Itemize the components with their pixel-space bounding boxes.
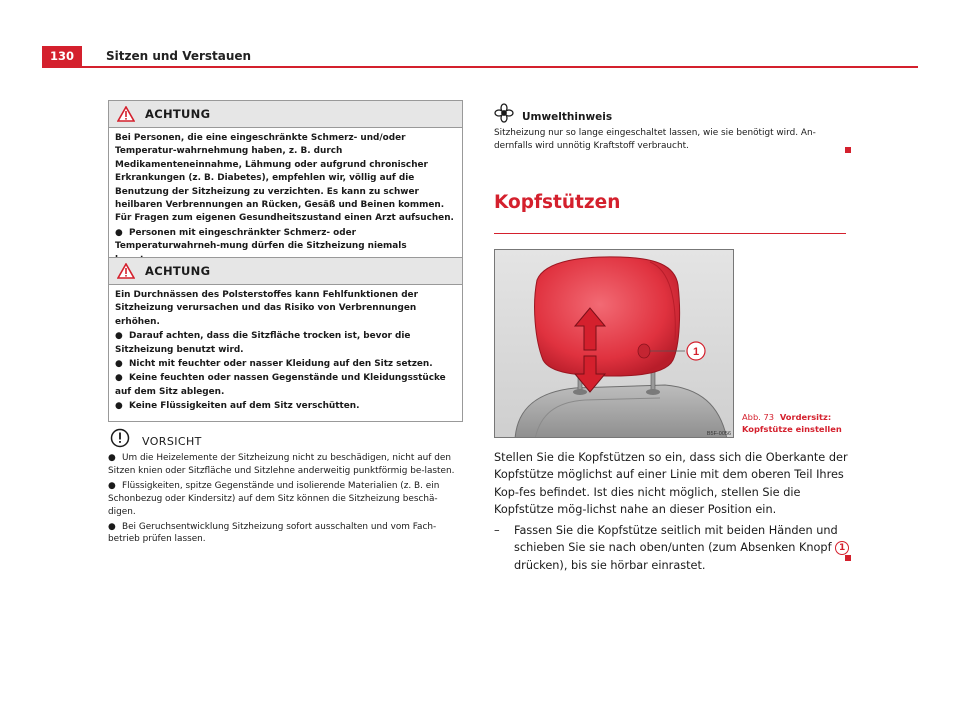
caption-label: Abb. 73 [742, 412, 775, 422]
caution-bullet: ● Um die Heizelemente der Sitzheizung nicht zu beschädigen, nicht auf den Sitzen knien oder Sitzfläche und Sitzlehne anderweitig punktförmig be-lasten. [108, 453, 455, 476]
body-paragraph: Stellen Sie die Kopfstützen so ein, dass sich die Oberkante der Kopfstütze möglichst auf einer Linie mit dem oberen Teil Ihres Kop-fes befindet. Ist dies nicht möglich, stellen Sie die Kopfstütze mög-lichst nahe an dieser Position ein. [494, 451, 848, 517]
section-rule [494, 233, 846, 234]
caution-body [108, 452, 464, 546]
ref-callout-1: 1 [835, 541, 849, 555]
step-text-end: drücken), bis sie hörbar einrastet. [514, 558, 706, 572]
warning-header [109, 258, 462, 285]
step-text: Fassen Sie die Kopfstütze seitlich mit beiden Händen und schieben Sie sie nach oben/unten (zum Absenken Knopf [514, 524, 838, 555]
warning-bullet: ● Personen mit eingeschränkter Schmerz- oder Temperaturwahrneh-mung dürfen die Sitzheizung niemals [115, 227, 407, 252]
instruction-step [494, 522, 850, 574]
step-dash: – [494, 524, 500, 537]
environment-flower-icon [494, 103, 514, 123]
warning-triangle-icon [117, 106, 135, 122]
environment-note [494, 101, 846, 152]
figure-callout-1: 1 [692, 346, 700, 358]
environment-text: Sitzheizung nur so lange eingeschaltet lassen, wie sie benötigt wird. An-dernfalls wird unnötig Kraftstoff verbraucht. [494, 128, 816, 151]
warning-body [109, 128, 462, 274]
chapter-title: Sitzen und Verstauen [106, 49, 252, 63]
caution-section [108, 428, 464, 548]
caution-bullet: ● Bei Geruchsentwicklung Sitzheizung sofort ausschalten und vom Fach-betrieb prüfen lassen. [108, 521, 437, 545]
warning-bullet: ● Keine feuchten oder nassen Gegenstände und Kleidungsstücke auf dem Sitz ablegen. [115, 373, 446, 397]
warning-paragraph: Bei Personen, die eine eingeschränkte Schmerz- und/oder Temperatur-wahrnehmung haben, z. B. durch Medikamenteneinnahme, Lähmung oder aufgrund chronischer Erkrankungen (z. B. Diabetes), empfehlen wir, völlig auf die Benutzung der Sitzheizung zu verzichten. Es kann zu schwer heilbaren Verbrennungen an Rücken, Gesäß und Beinen kommen. Für Fragen zum eigenen Gesundheitszustand einen Arzt aufsuchen. [115, 133, 454, 224]
caution-exclamation-icon [110, 428, 130, 448]
end-mark [845, 147, 851, 153]
caption-text: Kopfstütze einstellen [742, 423, 842, 434]
warning-bullet: ● Nicht mit feuchter oder nasser Kleidung auf den Sitz setzen. [115, 359, 433, 370]
environment-title: Umwelthinweis [522, 111, 613, 123]
warning-title: ACHTUNG [145, 107, 211, 121]
page-header [42, 46, 918, 68]
figure-code: B5F-0056 [706, 431, 731, 437]
warning-header [109, 101, 462, 128]
warning-box-1 [108, 100, 463, 275]
warning-box-2 [108, 257, 463, 422]
caution-bullet: ● Flüssigkeiten, spitze Gegenstände und isolierende Materialien (z. B. ein Schonbezug oder Kindersitz) auf dem Sitz können die Sitzheizung beschä-digen. [108, 480, 440, 517]
caption-title: Vordersitz: [779, 412, 832, 422]
headrest-figure [494, 249, 734, 438]
warning-bullet: ● Darauf achten, dass die Sitzfläche trocken ist, bevor die Sitzheizung benutzt wird. [115, 331, 411, 355]
warning-triangle-icon [117, 263, 135, 279]
warning-title: ACHTUNG [145, 264, 211, 278]
warning-paragraph: Ein Durchnässen des Polsterstoffes kann Fehlfunktionen der Sitzheizung verursachen und das Risiko von Verbrennungen erhöhen. [115, 290, 418, 327]
figure-caption [742, 412, 842, 435]
warning-body [109, 285, 462, 421]
headrest-illustration [495, 250, 734, 438]
page-number: 130 [42, 46, 82, 66]
caution-title: VORSICHT [142, 434, 202, 448]
warning-bullet: ● Keine Flüssigkeiten auf dem Sitz verschütten. [115, 401, 360, 412]
end-mark [845, 555, 851, 561]
section-title: Kopfstützen [494, 192, 621, 213]
